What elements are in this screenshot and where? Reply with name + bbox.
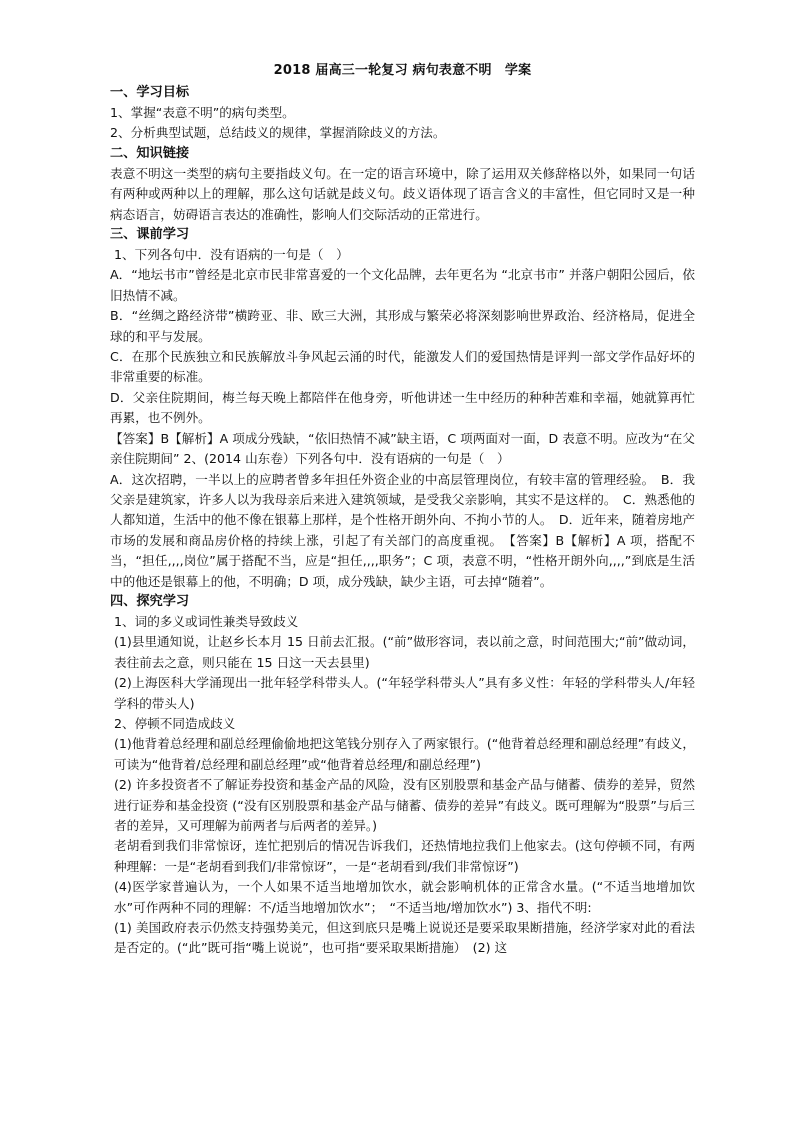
section-heading-explore: 四、探究学习 xyxy=(110,593,190,609)
answer-1: 【答案】B【解析】A 项成分残缺，“依旧热情不减”缺主语，C 项两面对一面，D 表意不明。应改为“在父亲住院期间” 2、(2014 山东卷）下列各句中．没有语病的一句是（ ） xyxy=(110,430,695,467)
topic-2-example-1: (1)他背着总经理和副总经理偷偷地把这笔钱分别存入了两家银行。(“他背着总经理和副总经理”有歧义，可读为“他背着/总经理和副总经理”或“他背着总经理/和副总经理”) xyxy=(114,736,695,772)
knowledge-paragraph: 表意不明这一类型的病句主要指歧义句。在一定的语言环境中，除了运用双关修辞格以外，如果同一句话有两种或两种以上的理解，那么这句话就是歧义句。歧义语体现了语言含义的丰富性，但它同时又是一种病态语言，妨碍语言表达的准确性，影响人们交际活动的正常进行。 xyxy=(110,165,695,222)
option-d: D．父亲住院期间，梅兰每天晚上都陪伴在他身旁，听他讲述一生中经历的种种苦难和幸福，她就算再忙再累，也不例外。 xyxy=(110,389,695,426)
topic-3-example-1: (1) 美国政府表示仍然支持强势美元，但这到底只是嘴上说说还是要采取果断措施，经济学家对此的看法是否定的。(“此”既可指“嘴上说说”，也可指“要采取果断措施） (2) 这 xyxy=(114,920,695,956)
option-a: A．“地坛书市”曾经是北京市民非常喜爱的一个文化品牌，去年更名为 “北京书市” 并落户朝阳公园后，依旧热情不减。 xyxy=(110,267,695,303)
page-title: 2018 届高三一轮复习 病句表意不明 学案 xyxy=(273,63,532,78)
topic-1-heading: 1、词的多义或词性兼类导致歧义 xyxy=(114,613,299,629)
topic-1-example-1: (1)县里通知说，让赵乡长本月 15 日前去汇报。(“前”做形容词，表以前之意，时间范围大;“前”做动词，表往前去之意，则只能在 15 日这一天去县里) xyxy=(114,634,695,670)
topic-1-example-2: (2)上海医科大学涌现出一批年轻学科带头人。(“年轻学科带头人”具有多义性：年轻的学科带头人/年轻学科的带头人) xyxy=(114,675,695,711)
topic-2-example-3: 老胡看到我们非常惊讶，连忙把别后的情况告诉我们，还热情地拉我们上他家去。(这句停顿不同，有两种理解：一是“老胡看到我们/非常惊讶”，一是“老胡看到/我们非常惊讶”) xyxy=(114,838,695,874)
section-heading-knowledge: 二、知识链接 xyxy=(110,145,190,161)
section-heading-objectives: 一、学习目标 xyxy=(110,85,190,100)
question-2-body: A．这次招聘，一半以上的应聘者曾多年担任外资企业的中高层管理岗位，有较丰富的管理经验。 B．我父亲是建筑家，许多人以为我母亲后来进入建筑领域，是受我父亲影响，其实不是这样的。 C．熟悉他的人都知道，生活中的他不像在银幕上那样，是个性格开朗外向、不拘小节的人。 D．近年来，随着房地产市场的发展和商品房价格的持续上涨，引起了有关部门的高度重视。 【答案】B【解析】A 项，搭配不当，“担任,,,,岗位”属于搭配不当，应是“担任,,,,职务”；C 项，表意不明，“性格开朗外向,,,,”到底是生活中的他还是银幕上的他，不明确；D 项，成分残缺，缺少主语，可去掉“随着”。 xyxy=(110,471,695,589)
objective-1: 1、掌握“表意不明”的病句类型。 xyxy=(110,105,295,120)
topic-2-example-2: (2) 许多投资者不了解证券投资和基金产品的风险，没有区别股票和基金产品与储蓄、债券的差异，贸然进行证券和基金投资 (“没有区别股票和基金产品与储蓄、债券的差异”有歧义。既可理解为“股票”与后三者的差异，又可理解为前两者与后两者的差异。) xyxy=(114,777,695,833)
option-b: B．“丝绸之路经济带”横跨亚、非、欧三大洲，其形成与繁荣必将深刻影响世界政治、经济格局，促进全球的和平与发展。 xyxy=(110,308,695,344)
section-heading-preclass: 三、课前学习 xyxy=(110,227,190,243)
option-c: C．在那个民族独立和民族解放斗争风起云涌的时代，能激发人们的爱国热情是评判一部文学作品好坏的非常重要的标准。 xyxy=(110,349,695,385)
document-page xyxy=(110,62,695,959)
objective-2: 2、分析典型试题，总结歧义的规律，掌握消除歧义的方法。 xyxy=(110,125,446,141)
topic-2-example-4: (4)医学家普遍认为，一个人如果不适当地增加饮水，就会影响机体的正常含水量。(“不适当地增加饮水”可作两种不同的理解：不/适当地增加饮水”； “不适当地/增加饮水”) 3、指代不明: xyxy=(114,879,695,915)
question-1: 1、下列各句中．没有语病的一句是（ ） xyxy=(114,247,349,263)
topic-2-heading: 2、停顿不同造成歧义 xyxy=(114,715,236,731)
